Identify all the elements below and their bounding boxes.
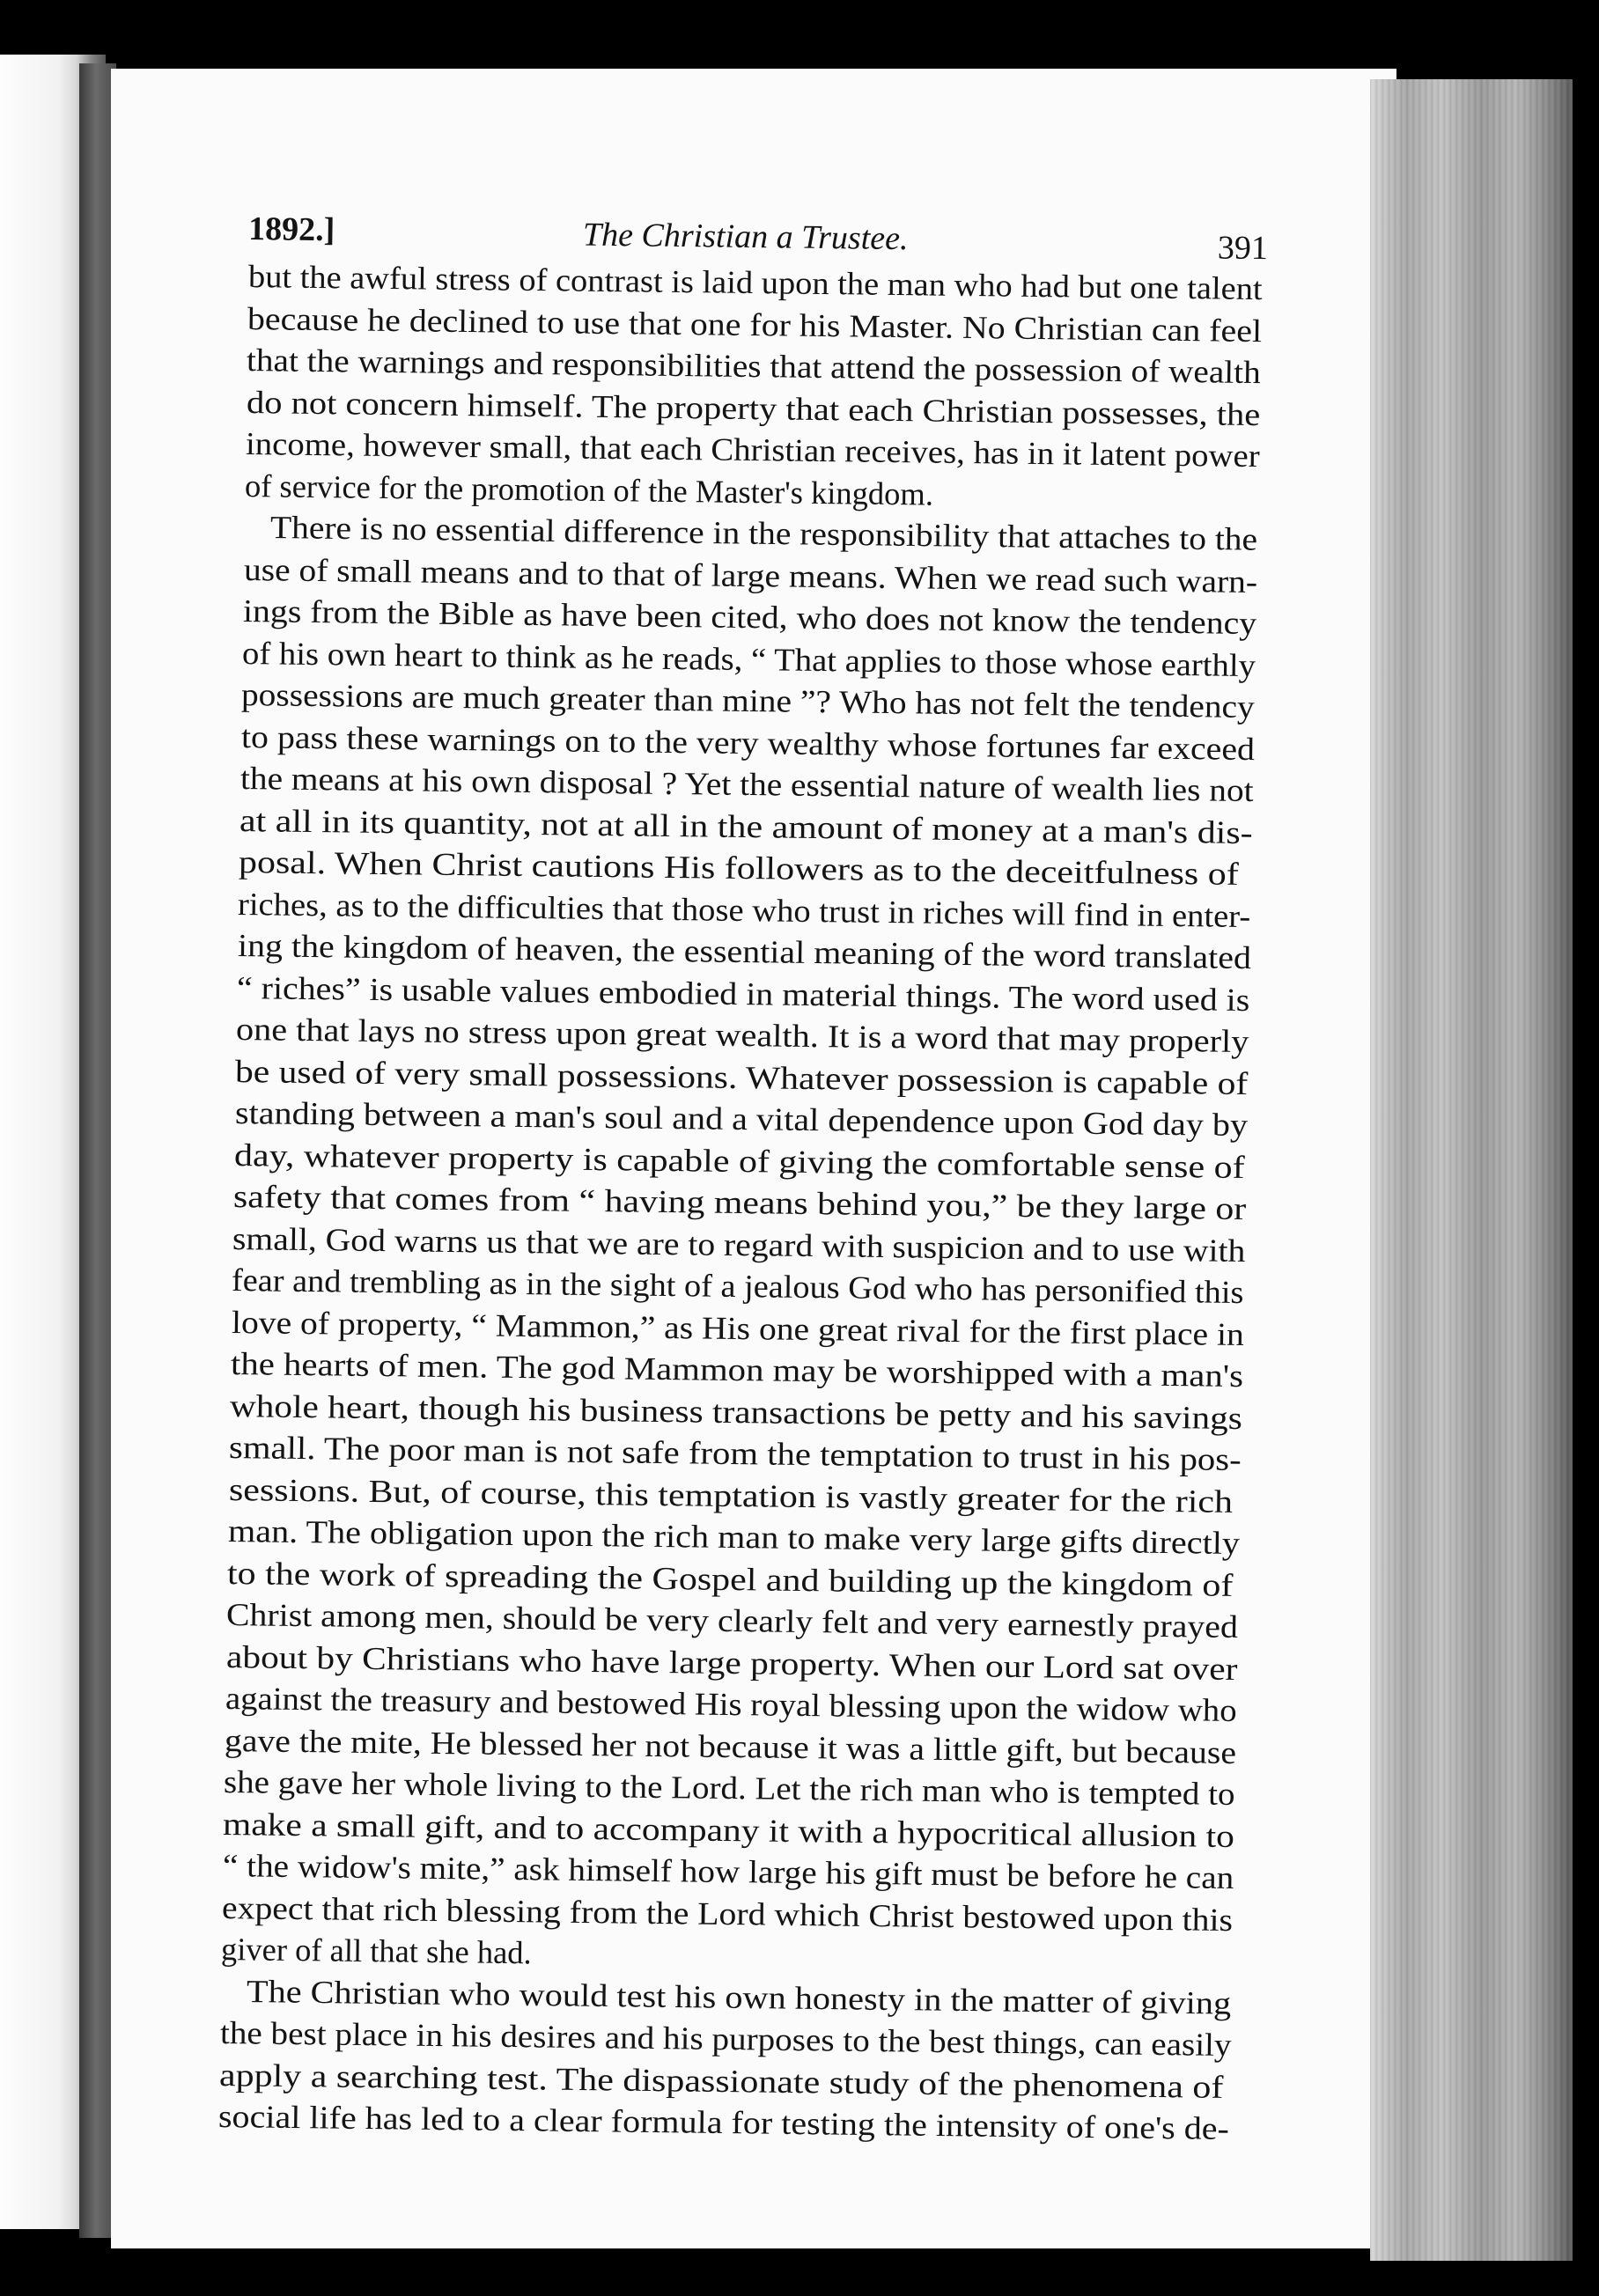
- text-line: There is no essential difference in the responsibility that attaches to the: [269, 509, 1258, 557]
- text-line: whole heart, though his business transactions be petty and his savings: [229, 1387, 1243, 1437]
- text-line: love of property, “ Mammon,” as His one great rival for the first place in: [231, 1304, 1245, 1353]
- text-line: sessions. But, of course, this temptation is vastly greater for the rich: [228, 1471, 1234, 1520]
- text-line: to pass these warnings on to the very wealthy whose fortunes far exceed: [240, 718, 1256, 768]
- text-line: “ riches” is usable values embodied in material things. The word used is: [236, 969, 1250, 1019]
- text-line: riches, as to the difficulties that those who trust in riches will find in enter-: [237, 886, 1251, 935]
- text-line: one that lays no stress upon great wealth. It is a word that may properly: [235, 1011, 1249, 1060]
- text-line: do not concern himself. The property that each Christian possesses, the: [246, 384, 1261, 433]
- text-line: fear and trembling as in the sight of a jealous God who has personified this: [231, 1262, 1244, 1311]
- text-line: because he declined to use that one for his Master. No Christian can feel: [247, 300, 1263, 350]
- text-line: the hearts of men. The god Mammon may be worshipped with a man's: [230, 1345, 1244, 1395]
- text-line: gave the mite, He blessed her not because it was a little gift, but because: [224, 1722, 1237, 1771]
- text-line: at all in its quantity, not at all in the amount of money at a man's dis-: [239, 802, 1253, 851]
- text-line: ing the kingdom of heaven, the essential meaning of the word translated: [237, 927, 1252, 976]
- text-line: Christ among men, should be very clearly felt and very earnestly prayed: [225, 1596, 1239, 1645]
- text-line: expect that rich blessing from the Lord which Christ bestowed upon this: [221, 1889, 1234, 1939]
- text-line: make a small gift, and to accompany it with a hypocritical allusion to: [222, 1806, 1235, 1855]
- text-line: the means at his own disposal ? Yet the essential nature of wealth lies not: [239, 760, 1254, 809]
- text-line: safety that comes from “ having means behind you,” be they large or: [232, 1178, 1247, 1227]
- text-line: of his own heart to think as he reads, “ That applies to those whose earthly: [241, 635, 1256, 684]
- text-line: possessions are much greater than mine ”? Who has not felt the tendency: [240, 676, 1256, 725]
- text-line: the best place in his desires and his purposes to the best things, can easily: [219, 2014, 1232, 2064]
- text-line: to the work of spreading the Gospel and building up the kingdom of: [226, 1555, 1234, 1603]
- text-line: social life has led to a clear formula for testing the intensity of one's de-: [217, 2098, 1230, 2147]
- text-line: of service for the promotion of the Master's kingdom.: [244, 467, 934, 512]
- text-line: she gave her whole living to the Lord. Let the rich man who is tempted to: [223, 1763, 1235, 1813]
- text-line: income, however small, that each Christian receives, has in it latent power: [245, 425, 1260, 475]
- header-running-title: The Christian a Trustee.: [582, 216, 909, 258]
- text-line: “ the widow's mite,” ask himself how large his gift must be before he can: [222, 1847, 1234, 1896]
- text-line: that the warnings and responsibilities that attend the possession of wealth: [246, 342, 1261, 391]
- text-line: standing between a man's soul and a vital dependence upon God day by: [234, 1094, 1249, 1144]
- text-line: small, God warns us that we are to regard with suspicion and to use with: [232, 1220, 1246, 1269]
- text-line: day, whatever property is capable of giving the comfortable sense of: [233, 1137, 1245, 1186]
- text-line: but the awful stress of contrast is laid upon the man who had but one talent: [247, 258, 1263, 307]
- page-number: 391: [1217, 229, 1269, 268]
- text-line: be used of very small possessions. Whatever possession is capable of: [234, 1053, 1249, 1102]
- text-line: small. The poor man is not safe from the temptation to trust in his pos-: [228, 1429, 1242, 1478]
- text-line: against the treasury and bestowed His royal blessing upon the widow who: [225, 1680, 1237, 1729]
- text-line: giver of all that she had.: [220, 1931, 532, 1971]
- text-line: apply a searching test. The dispassionate study of the phenomena of: [218, 2057, 1224, 2105]
- header-year: 1892.]: [247, 210, 335, 249]
- text-line: use of small means and to that of large means. When we read such warn-: [243, 551, 1258, 600]
- text-line: about by Christians who have large property. When our Lord sat over: [225, 1638, 1238, 1688]
- text-line: posal. When Christ cautions His followers as to the deceitfulness of: [238, 843, 1240, 892]
- text-line: man. The obligation upon the rich man to make very large gifts directly: [227, 1512, 1241, 1562]
- text-line: ings from the Bible as have been cited, who does not know the tendency: [242, 592, 1257, 642]
- text-line: The Christian who would test his own honesty in the matter of giving: [246, 1973, 1232, 2021]
